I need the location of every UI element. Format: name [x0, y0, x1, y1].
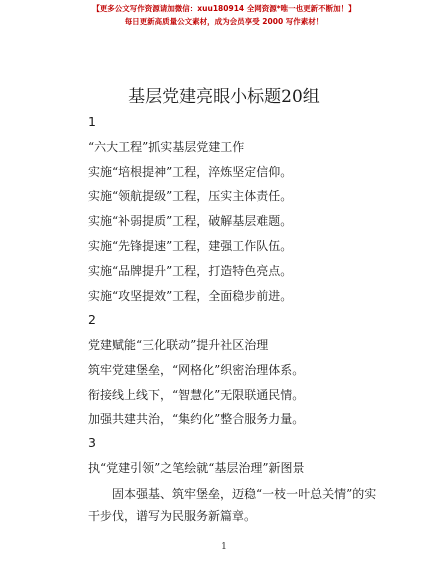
section-line: 实施“品牌提升”工程，打造特色亮点。 — [88, 264, 293, 278]
section-number: 3 — [88, 435, 96, 450]
document-title: 基层党建亮眼小标题20组 — [128, 87, 320, 107]
section-line: 加强共建共治，“集约化”整合服务力量。 — [88, 412, 305, 426]
page-number: 1 — [221, 542, 227, 552]
section-line: 实施“培根提神”工程，淬炼坚定信仰。 — [88, 165, 293, 179]
section-line: 实施“攻坚提效”工程，全面稳步前进。 — [88, 289, 293, 303]
section-number: 2 — [88, 312, 96, 327]
section-paragraph: 固本强基、筑牢堡垒，迈稳“一枝一叶总关情”的实干步伐，谱写为民服务新篇章。 — [88, 487, 377, 523]
promo-banner-line-1: 【更多公文写作资源请加微信：xuu180914 全网资源*唯一也更新不断加！】 — [92, 4, 356, 13]
section-line: 衔接线上线下，“智慧化”无限联通民情。 — [88, 388, 305, 402]
section-line: 实施“领航提级”工程，压实主体责任。 — [88, 189, 293, 203]
section-heading: 党建赋能“三化联动”提升社区治理 — [88, 338, 269, 352]
section-line: 实施“补弱提质”工程，破解基层难题。 — [88, 214, 293, 228]
section-heading: 执“党建引领”之笔绘就“基层治理”新图景 — [88, 461, 305, 475]
section-line: 实施“先锋提速”工程，建强工作队伍。 — [88, 239, 293, 253]
section-heading: “六大工程”抓实基层党建工作 — [88, 140, 245, 154]
section-line: 筑牢党建堡垒，“网格化”织密治理体系。 — [88, 363, 305, 377]
promo-banner-line-2: 每日更新高质量公文素材，成为会员享受 2000 写作素材！ — [124, 17, 324, 26]
section-number: 1 — [88, 114, 96, 129]
